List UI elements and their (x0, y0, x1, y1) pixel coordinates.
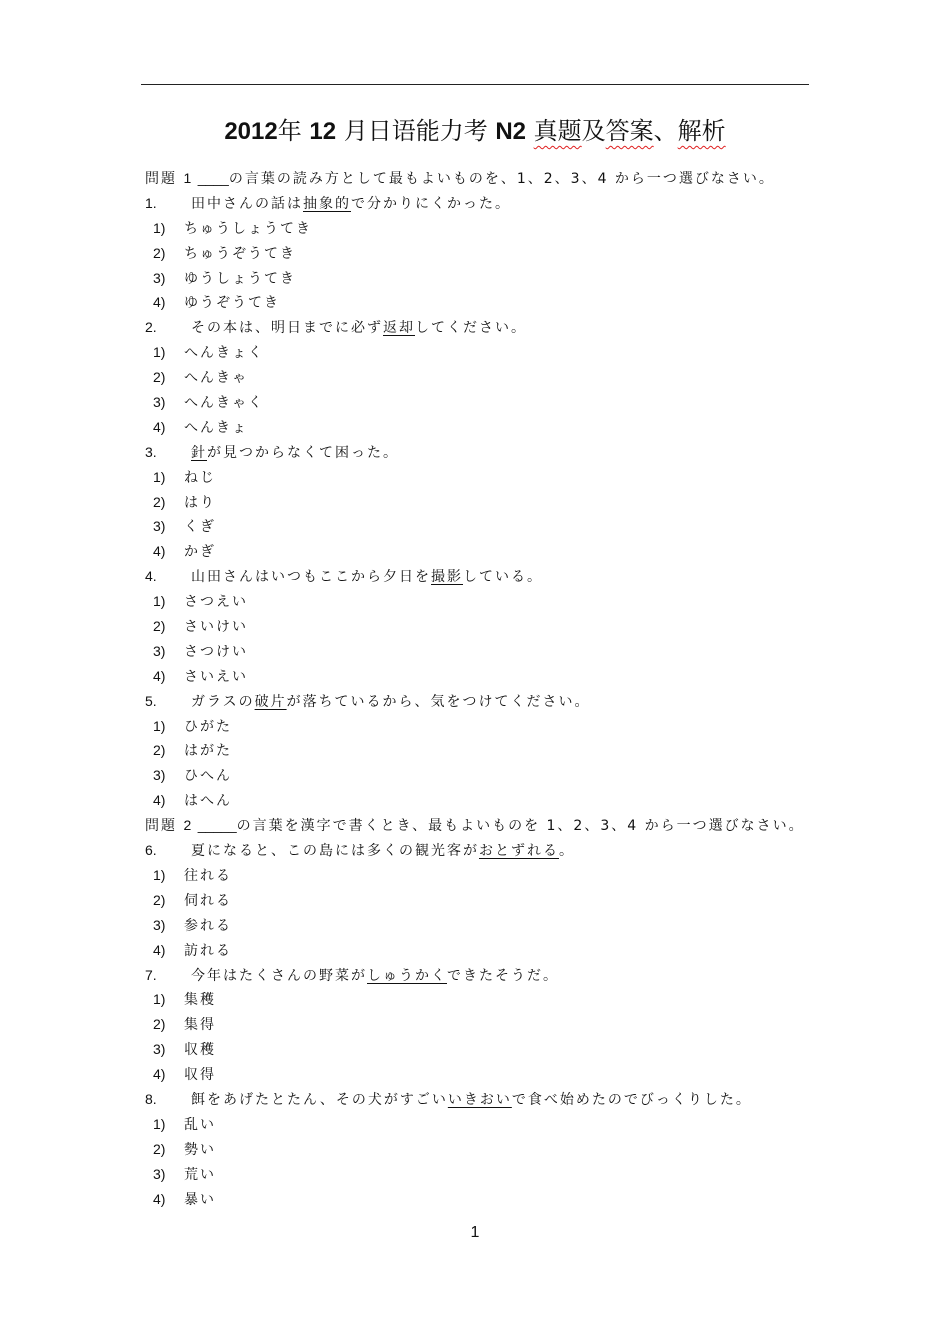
answer-option: 3) ひへん (153, 767, 232, 785)
answer-option: 1) さつえい (153, 593, 248, 611)
target-word: おとずれる (479, 843, 559, 860)
answer-option: 1) へんきょく (153, 344, 264, 362)
target-word: 撮影 (431, 569, 463, 586)
answer-option: 2) へんきゃ (153, 369, 248, 387)
target-word: いきおい (447, 1091, 512, 1108)
answer-option: 3) ゆうしょうてき (153, 269, 296, 287)
question: 4. 山田さんはいつもここから夕日を撮影している。 (145, 568, 543, 586)
target-word: 破片 (254, 693, 287, 710)
page-number: 1 (470, 1224, 480, 1241)
section-instruction: 問題 1 ____の言葉の読み方として最もよいものを、1、2、3、4 から一つ選びなさい。 (145, 170, 775, 187)
answer-option: 1) 往れる (153, 866, 232, 884)
answer-option: 2) はがた (153, 742, 232, 760)
answer-option: 2) はり (153, 493, 216, 511)
question: 7. 今年はたくさんの野菜がしゅうかくできたそうだ。 (145, 966, 559, 984)
answer-option: 1) 乱い (153, 1115, 216, 1133)
answer-option: 3) 収穫 (153, 1041, 216, 1059)
question: 3. 針が見つからなくて困った。 (145, 443, 399, 461)
spellcheck-underline: 解析 (677, 117, 726, 145)
question: 6. 夏になると、この島には多くの観光客がおとずれる。 (145, 842, 575, 860)
exam-content (145, 166, 835, 1211)
answer-option: 2) 伺れる (153, 891, 232, 909)
header-rule (141, 84, 809, 85)
answer-option: 4) ゆうぞうてき (153, 294, 280, 312)
answer-option: 4) 暴い (153, 1190, 216, 1208)
answer-option: 1) ひがた (153, 717, 232, 735)
answer-option: 4) さいえい (153, 667, 248, 685)
section-instruction: 問題 2 _____の言葉を漢字で書くとき、最もよいものを 1、2、3、4 から一つ選びなさい。 (145, 817, 805, 835)
answer-option: 4) へんきょ (153, 418, 248, 436)
answer-option: 2) ちゅうぞうてき (153, 244, 296, 262)
answer-option: 1) ちゅうしょうてき (153, 219, 312, 237)
target-word: 返却 (383, 320, 415, 337)
answer-option: 4) 訪れる (153, 941, 232, 959)
target-word: しゅうかく (367, 967, 447, 984)
answer-option: 1) 集穫 (153, 991, 216, 1009)
spellcheck-underline: 答案 (605, 117, 654, 145)
answer-option: 2) 集得 (153, 1016, 216, 1034)
answer-option: 2) 勢い (153, 1140, 216, 1158)
question: 8. 餌をあげたとたん、その犬がすごいいきおいで食べ始めたのでびっくりした。 (145, 1090, 752, 1108)
document-title: 2012年 12 月日语能力考 N2 真题及答案、解析 (224, 117, 726, 145)
question: 2. その本は、明日までに必ず返却してください。 (145, 319, 527, 337)
answer-option: 3) へんきゃく (153, 394, 264, 412)
answer-option: 4) はへん (153, 792, 232, 810)
question: 1. 田中さんの話は抽象的で分かりにくかった。 (145, 194, 511, 212)
target-word: 針 (191, 444, 207, 461)
spellcheck-underline: 真题 (533, 117, 582, 145)
question: 5. ガラスの破片が落ちているから、気をつけてください。 (145, 692, 591, 710)
answer-option: 3) 荒い (153, 1165, 216, 1183)
answer-option: 3) くぎ (153, 518, 216, 536)
answer-option: 3) 参れる (153, 916, 232, 934)
answer-option: 2) さいけい (153, 618, 248, 636)
answer-option: 3) さつけい (153, 642, 248, 660)
target-word: 抽象的 (303, 195, 351, 212)
answer-option: 4) 収得 (153, 1066, 216, 1084)
answer-option: 4) かぎ (153, 543, 216, 561)
answer-option: 1) ねじ (153, 468, 216, 486)
